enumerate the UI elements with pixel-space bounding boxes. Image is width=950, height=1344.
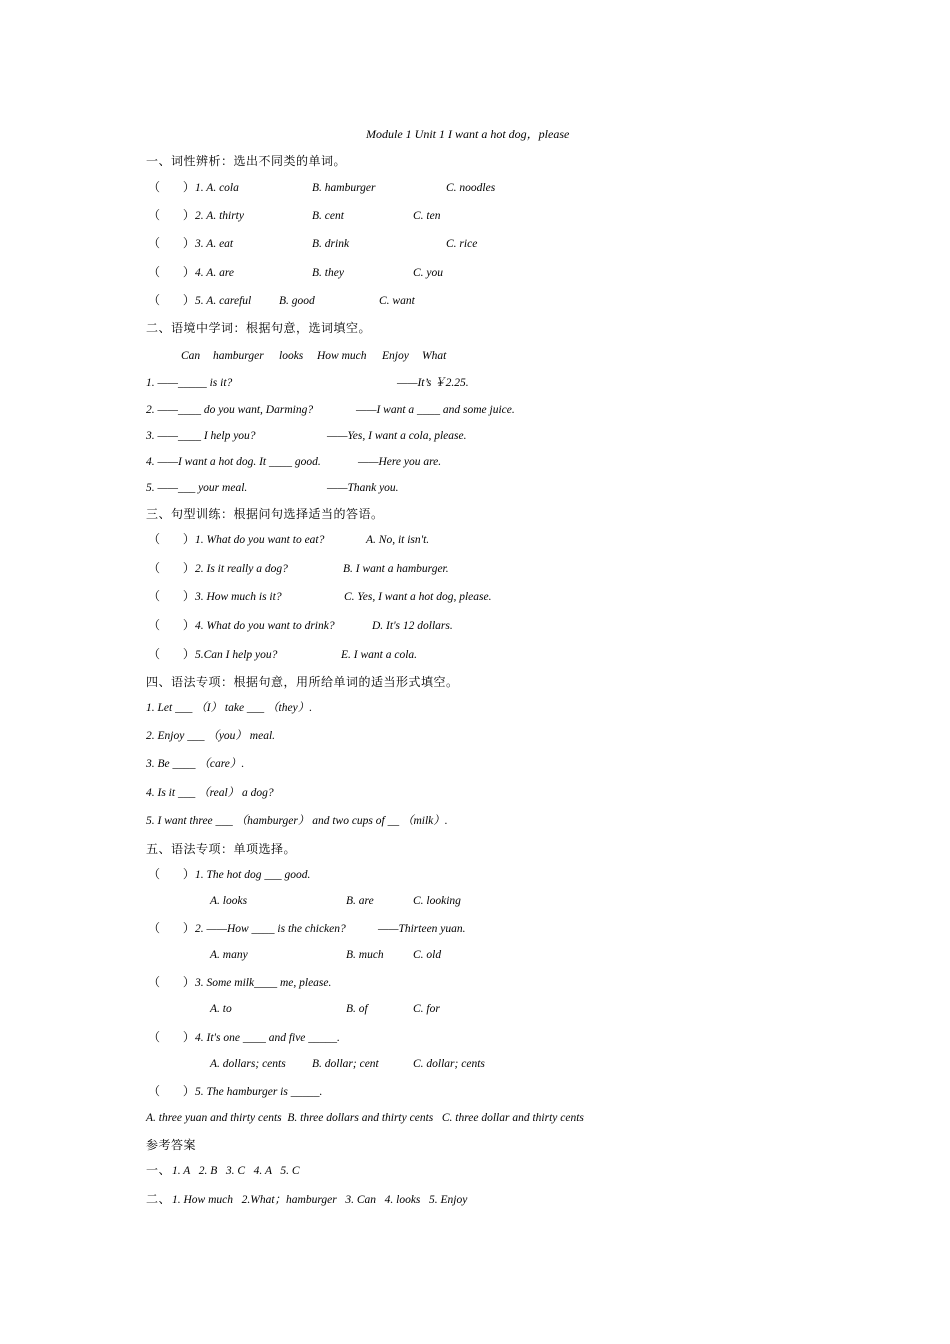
- page-title: Module 1 Unit 1 I want a hot dog，please: [366, 127, 570, 141]
- grammar-item: 5. I want three ___ （hamburger） and two cups of __ （milk）.: [146, 815, 448, 827]
- mc-option-b: B. of: [346, 1003, 368, 1015]
- answer-blank: （ ）: [148, 293, 195, 307]
- answer-blank: （ ）: [148, 618, 195, 632]
- answer-key-label-2: 二、: [146, 1192, 172, 1206]
- question-option-c: C. want: [379, 295, 415, 307]
- section-5-heading: 五、语法专项：单项选择。: [146, 842, 297, 856]
- mc-question: 1. The hot dog ___ good.: [195, 869, 311, 881]
- mc-question: 2. ——How ____ is the chicken?: [195, 923, 346, 935]
- word-bank-item: hamburger: [213, 350, 264, 362]
- mc-option-c: C. for: [413, 1003, 440, 1015]
- answer-blank: （ ）: [148, 180, 195, 194]
- dialogue-question: 5. ——___ your meal.: [146, 482, 248, 494]
- grammar-item: 3. Be ____ （care）.: [146, 758, 245, 770]
- dialogue-answer: ——Yes, I want a cola, please.: [327, 430, 467, 442]
- dialogue-answer: ——It’s ￥2.25.: [397, 377, 469, 389]
- mc-option-a: A. to: [210, 1003, 232, 1015]
- section-4-heading: 四、语法专项：根据句意，用所给单词的适当形式填空。: [146, 675, 459, 689]
- match-answer: B. I want a hamburger.: [343, 563, 449, 575]
- mc-option-c: C. dollar; cents: [413, 1058, 485, 1070]
- question-option-a: 5. A. careful: [195, 295, 252, 307]
- mc-options-line: A. three yuan and thirty cents B. three dollars and thirty cents C. three dollar and thirty cents: [146, 1112, 584, 1124]
- answer-blank: （ ）: [148, 589, 195, 603]
- answer-key-line-1: 1. A 2. B 3. C 4. A 5. C: [172, 1165, 300, 1177]
- answer-blank: （ ）: [148, 867, 195, 881]
- question-option-c: C. noodles: [446, 182, 496, 194]
- answer-blank: （ ）: [148, 1030, 195, 1044]
- section-2-heading: 二、语境中学词：根据句意，选词填空。: [146, 321, 372, 335]
- dialogue-question: 2. ——____ do you want, Darming?: [146, 404, 314, 416]
- question-option-c: C. you: [413, 267, 444, 279]
- section-3-heading: 三、句型训练：根据问句选择适当的答语。: [146, 507, 384, 521]
- question-option-a: 3. A. eat: [195, 238, 234, 250]
- question-option-b: B. cent: [312, 210, 344, 222]
- answer-blank: （ ）: [148, 532, 195, 546]
- dialogue-question: 3. ——____ I help you?: [146, 430, 256, 442]
- answer-blank: （ ）: [148, 975, 195, 989]
- match-answer: D. It's 12 dollars.: [372, 620, 453, 632]
- question-option-b: B. they: [312, 267, 344, 279]
- question-option-b: B. good: [279, 295, 315, 307]
- answer-blank: （ ）: [148, 561, 195, 575]
- mc-option-a: A. dollars; cents: [210, 1058, 286, 1070]
- match-question: 2. Is it really a dog?: [195, 563, 288, 575]
- match-answer: A. No, it isn't.: [366, 534, 430, 546]
- answer-key-line-2: 1. How much 2.What；hamburger 3. Can 4. looks 5. Enjoy: [172, 1194, 468, 1206]
- question-option-a: 4. A. are: [195, 267, 234, 279]
- question-option-a: 2. A. thirty: [195, 210, 244, 222]
- word-bank-item: What: [422, 350, 447, 362]
- grammar-item: 2. Enjoy ___ （you） meal.: [146, 730, 276, 742]
- mc-option-b: B. dollar; cent: [312, 1058, 379, 1070]
- dialogue-question: 4. ——I want a hot dog. It ____ good.: [146, 456, 321, 468]
- answer-key-label-1: 一、: [146, 1163, 172, 1177]
- dialogue-answer: ——Thank you.: [327, 482, 399, 494]
- question-option-b: B. hamburger: [312, 182, 376, 194]
- dialogue-question: 1. ——_____ is it?: [146, 377, 233, 389]
- mc-option-a: A. many: [210, 949, 248, 961]
- mc-option-b: B. much: [346, 949, 384, 961]
- match-answer: C. Yes, I want a hot dog, please.: [344, 591, 492, 603]
- match-question: 1. What do you want to eat?: [195, 534, 325, 546]
- question-option-a: 1. A. cola: [195, 182, 239, 194]
- mc-question: 4. It's one ____ and five _____.: [195, 1032, 340, 1044]
- mc-question: 3. Some milk____ me, please.: [195, 977, 332, 989]
- answer-blank: （ ）: [148, 921, 195, 935]
- grammar-item: 1. Let ___ （I） take ___ （they）.: [146, 702, 313, 714]
- answer-key-heading: 参考答案: [146, 1138, 197, 1152]
- word-bank-item: How much: [317, 350, 367, 362]
- answer-blank: （ ）: [148, 208, 195, 222]
- match-question: 5.Can I help you?: [195, 649, 278, 661]
- grammar-item: 4. Is it ___ （real） a dog?: [146, 787, 274, 799]
- mc-question-reply: ——Thirteen yuan.: [378, 923, 466, 935]
- match-answer: E. I want a cola.: [341, 649, 418, 661]
- mc-option-b: B. are: [346, 895, 374, 907]
- mc-question: 5. The hamburger is _____.: [195, 1086, 323, 1098]
- answer-blank: （ ）: [148, 265, 195, 279]
- answer-blank: （ ）: [148, 647, 195, 661]
- word-bank-item: looks: [279, 350, 304, 362]
- word-bank-item: Enjoy: [382, 350, 409, 362]
- match-question: 3. How much is it?: [195, 591, 282, 603]
- answer-blank: （ ）: [148, 1084, 195, 1098]
- question-option-b: B. drink: [312, 238, 350, 250]
- match-question: 4. What do you want to drink?: [195, 620, 335, 632]
- dialogue-answer: ——Here you are.: [358, 456, 442, 468]
- mc-option-c: C. old: [413, 949, 442, 961]
- section-1-heading: 一、词性辨析：选出不同类的单词。: [146, 154, 347, 168]
- mc-option-c: C. looking: [413, 895, 461, 907]
- dialogue-answer: ——I want a ____ and some juice.: [356, 404, 515, 416]
- answer-blank: （ ）: [148, 236, 195, 250]
- mc-option-a: A. looks: [210, 895, 248, 907]
- word-bank-item: Can: [181, 350, 201, 362]
- question-option-c: C. rice: [446, 238, 478, 250]
- question-option-c: C. ten: [413, 210, 441, 222]
